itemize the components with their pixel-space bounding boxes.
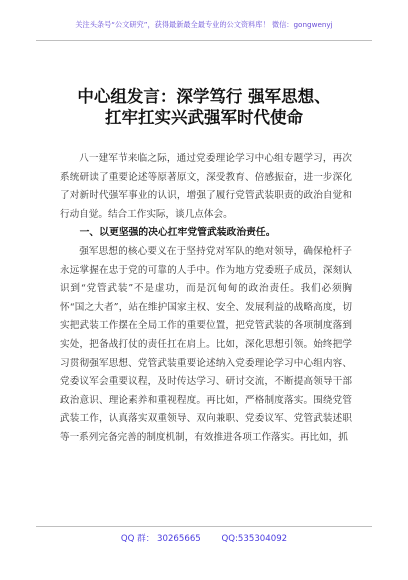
header-banner: 关注头条号“公文研究”，获得最新最全最专业的公文资料库！ 微信：gongwenyj xyxy=(75,20,333,29)
document-title xyxy=(0,86,408,128)
header-divider xyxy=(36,40,372,41)
footer xyxy=(0,532,408,544)
footer-qq-group: QQ 群： 30265665 xyxy=(120,534,201,544)
intro-paragraph: 八一建军节来临之际，通过党委理论学习中心组专题学习，再次系统研读了重要论述等原著原文，深受教育、倍感振奋，进一步深化了对新时代强军事业的认识，增强了履行党管武装职责的政治自觉和行动自觉。结合工作实际，谈几点体会。 xyxy=(60,153,352,220)
section-1-paragraph: 强军思想的核心要义在于坚持党对军队的绝对领导，确保枪杆子永远掌握在忠于党的可靠的人手中。作为地方党委班子成员，深刻认识到“党管武装”不是虚功，而是沉甸甸的政治责任。我们必须胸怀“国之大者”，站在维护国家主权、安全、发展利益的战略高度，切实把武装工作摆在全局工作的重要位置，把党管武装的各项制度落到实处，把备战打仗的责任扛在肩上。比如，深化思想引领。始终把学习贯彻强军思想、党管武装重要论述纳入党委理论学习中心组内容、党委议军会重要议程，及时传达学习、研讨交流，不断提高领导干部政治意识、理论素养和重视程度。再比如，严格制度落实。围绕党管武装工作，认真落实双重领导、双向兼职、党委议军、党管武装述职等一系列完备完善的制度机制，有效推进各项工作落实。再比如，抓 xyxy=(60,245,352,443)
title-line-2: 扛牢扛实兴武强军时代使命 xyxy=(105,108,303,127)
section-heading-1: 一、以更坚强的决心扛牢党管武装政治责任。 xyxy=(79,227,276,239)
footer-divider xyxy=(36,526,372,527)
title-line-1: 中心组发言：深学笃行 强军思想、 xyxy=(77,87,331,106)
document-body xyxy=(60,150,352,448)
footer-qq: QQ:535304092 xyxy=(221,534,288,544)
